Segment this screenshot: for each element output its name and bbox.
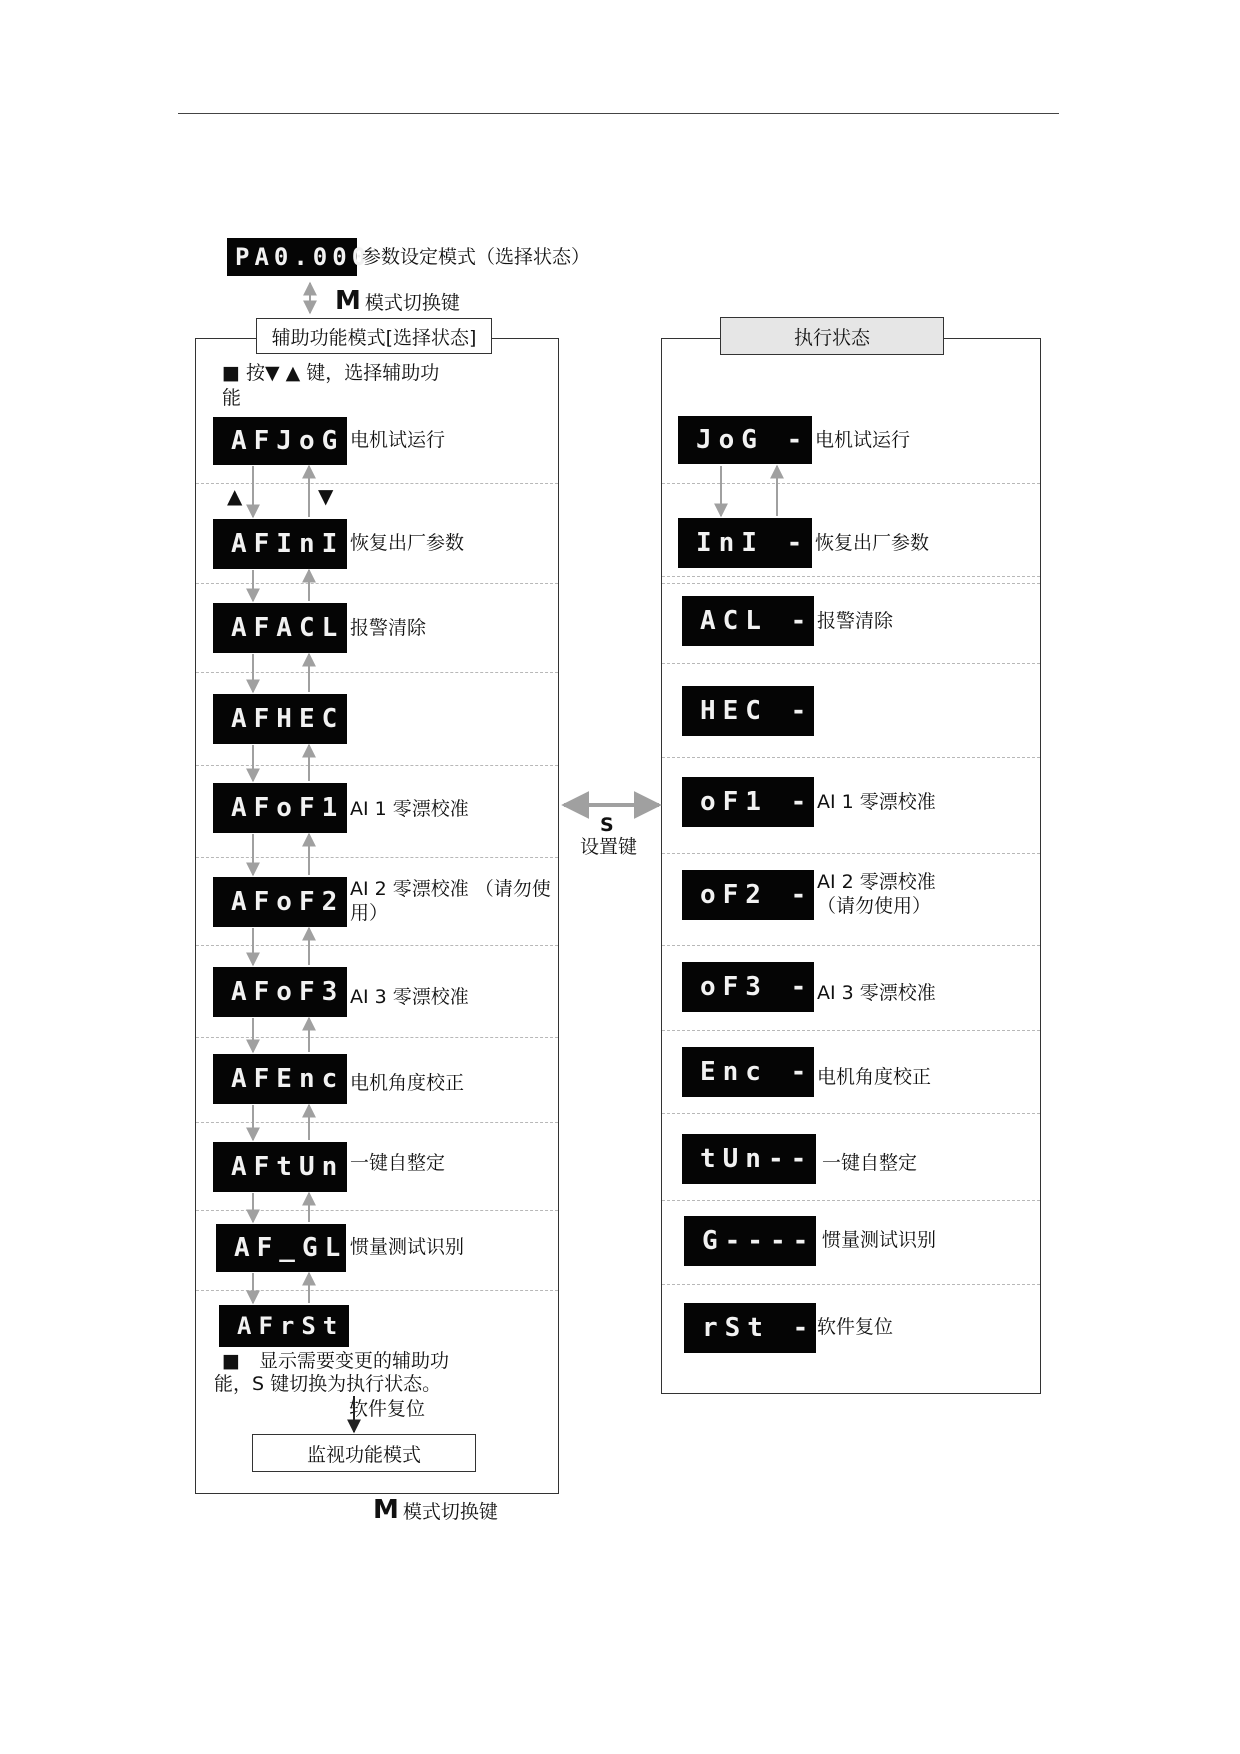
exec-label-rst: 软件复位	[817, 1316, 894, 1338]
mode-switch-key-top	[335, 286, 460, 316]
soft-reset-label: 软件复位	[349, 1398, 426, 1420]
exec-display-gl: G----	[684, 1216, 816, 1266]
exec-label-of2-cont: （请勿使用）	[817, 895, 932, 917]
aux-display-ini: AFInI	[213, 519, 347, 569]
param-mode-label: 参数设定模式（选择状态）	[362, 246, 591, 268]
aux-display-rst: AFrSt	[219, 1305, 349, 1347]
exec-label-acl: 报警清除	[817, 610, 894, 632]
aux-label-of1: AI 1 零漂校准	[350, 798, 469, 820]
exec-label-of1: AI 1 零漂校准	[817, 791, 936, 813]
m-key-letter: M	[335, 286, 361, 316]
aux-label-ini: 恢复出厂参数	[350, 532, 465, 554]
left-row-divider	[196, 583, 558, 584]
aux-display-acl: AFACL	[213, 603, 347, 653]
exec-label-tun: 一键自整定	[822, 1152, 918, 1174]
aux-display-of3: AFoF3	[213, 967, 347, 1017]
exec-label-of3: AI 3 零漂校准	[817, 982, 936, 1004]
left-row-divider	[196, 945, 558, 946]
mode-switch-key-bottom	[373, 1495, 498, 1525]
aux-display-jog: AFJoG	[213, 417, 347, 465]
right-row-divider	[662, 663, 1040, 664]
aux-label-of2: AI 2 零漂校准 （请勿使	[350, 878, 551, 900]
exec-display-jog: JoG -	[678, 416, 812, 464]
right-row-divider	[662, 1113, 1040, 1114]
up-key-icon: ▲	[227, 484, 243, 508]
right-row-divider	[662, 1030, 1040, 1031]
right-row-divider	[662, 483, 1040, 484]
left-row-divider	[196, 1037, 558, 1038]
aux-display-of2: AFoF2	[213, 877, 347, 927]
left-row-divider	[196, 483, 558, 484]
right-row-divider	[662, 757, 1040, 758]
aux-display-hec: AFHEC	[213, 694, 347, 744]
aux-label-of3: AI 3 零漂校准	[350, 986, 469, 1008]
exec-display-acl: ACL -	[682, 596, 814, 646]
aux-label-of2-cont: 用）	[350, 902, 389, 924]
right-row-divider	[662, 1200, 1040, 1201]
left-row-divider	[196, 1122, 558, 1123]
exec-label-ini: 恢复出厂参数	[815, 532, 930, 554]
left-row-divider	[196, 672, 558, 673]
aux-instruction: ■ 按▼ ▲ 键，选择辅助功	[222, 362, 440, 384]
aux-display-gl: AF_GL	[216, 1224, 346, 1272]
exec-display-enc: Enc -	[682, 1047, 814, 1097]
exec-display-hec: HEC -	[682, 686, 814, 736]
execute-panel-title: 执行状态	[720, 317, 944, 355]
aux-note-cont: 能，S 键切换为执行状态。	[214, 1373, 442, 1395]
left-row-divider	[196, 857, 558, 858]
left-row-divider	[196, 1210, 558, 1211]
right-row-divider	[662, 576, 1040, 577]
exec-label-gl: 惯量测试识别	[822, 1229, 937, 1251]
aux-display-tun: AFtUn	[213, 1142, 347, 1192]
exec-label-jog: 电机试运行	[815, 429, 911, 451]
m-key-letter: M	[373, 1495, 399, 1525]
right-row-divider	[662, 1284, 1040, 1285]
aux-label-tun: 一键自整定	[350, 1152, 446, 1174]
aux-label-acl: 报警清除	[350, 617, 427, 639]
exec-display-of2: oF2 -	[682, 870, 814, 920]
exec-display-of3: oF3 -	[682, 962, 814, 1012]
exec-label-enc: 电机角度校正	[817, 1066, 932, 1088]
aux-instruction-cont: 能	[222, 387, 242, 409]
mode-switch-label: 模式切换键	[364, 292, 460, 314]
right-row-divider	[662, 583, 1040, 584]
exec-display-ini: InI -	[678, 518, 812, 568]
left-row-divider	[196, 765, 558, 766]
param-display: PA0.000	[227, 238, 357, 276]
right-row-divider	[662, 853, 1040, 854]
left-row-divider	[196, 1290, 558, 1291]
exec-display-rst: rSt -	[684, 1303, 816, 1353]
exec-label-of2: AI 2 零漂校准	[817, 871, 936, 893]
aux-label-gl: 惯量测试识别	[350, 1236, 465, 1258]
s-key-label: 设置键	[580, 836, 638, 858]
exec-display-of1: oF1 -	[682, 777, 814, 827]
s-key-letter: S	[600, 814, 614, 836]
aux-display-enc: AFEnc	[213, 1054, 347, 1104]
monitor-mode-box: 监视功能模式	[252, 1434, 476, 1472]
down-key-icon: ▼	[318, 484, 334, 508]
aux-label-enc: 电机角度校正	[350, 1072, 465, 1094]
aux-display-of1: AFoF1	[213, 783, 347, 833]
right-row-divider	[662, 945, 1040, 946]
exec-display-tun: tUn--	[682, 1134, 816, 1184]
aux-note: ■ 显示需要变更的辅助功	[222, 1350, 449, 1372]
mode-switch-label: 模式切换键	[402, 1501, 498, 1523]
header-rule	[178, 113, 1059, 114]
aux-panel-title: 辅助功能模式[选择状态]	[256, 318, 492, 354]
aux-label-jog: 电机试运行	[350, 429, 446, 451]
